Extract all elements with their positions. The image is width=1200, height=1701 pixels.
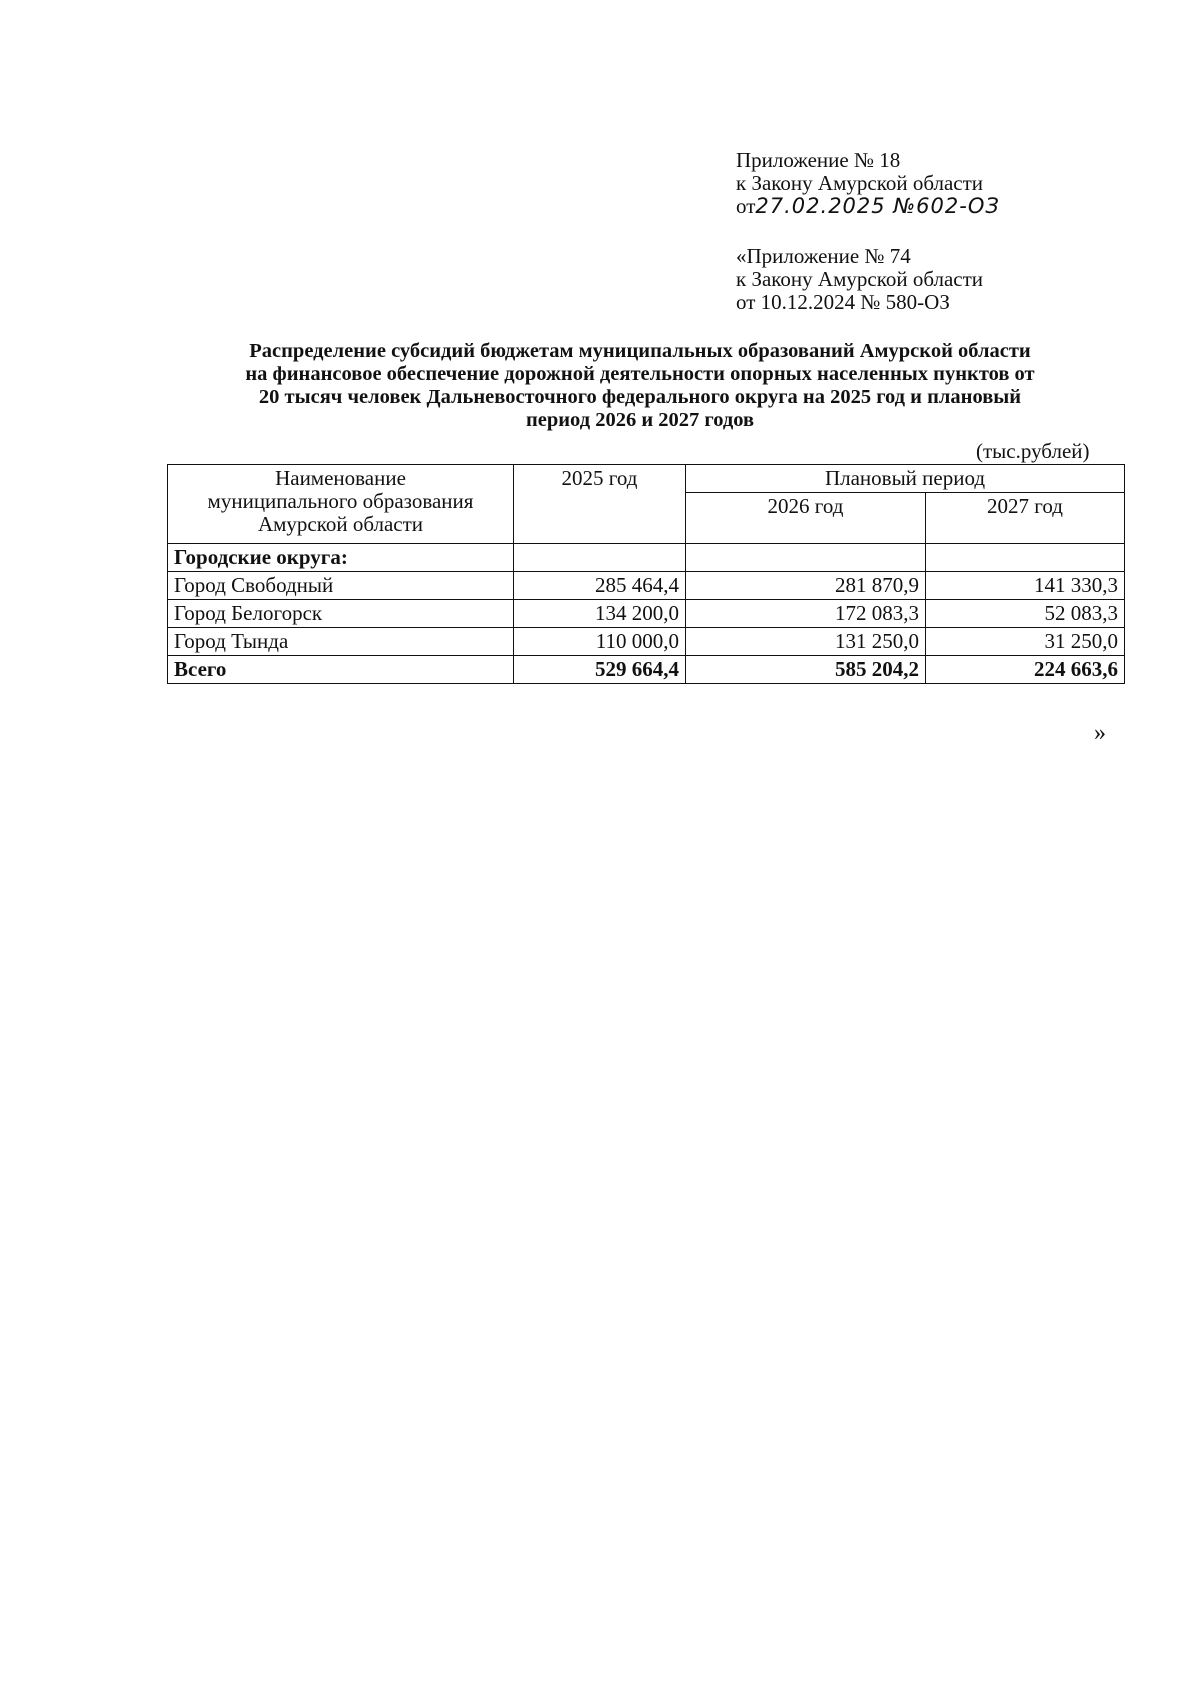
value-2025: 285 464,4 [514, 572, 686, 600]
header-year-2026: 2026 год [686, 493, 926, 544]
municipality-name: Город Белогорск [168, 600, 514, 628]
municipality-name: Город Свободный [168, 572, 514, 600]
header-municipality [168, 465, 514, 544]
table-row [168, 572, 1125, 600]
title-line-1: Распределение субсидий бюджетам муниципальных образований Амурской области [249, 340, 1031, 362]
value-2025: 134 200,0 [514, 600, 686, 628]
header-name-line-2: муниципального образования [207, 489, 474, 513]
total-2027: 224 663,6 [926, 656, 1125, 684]
section-label: Городские округа: [168, 544, 514, 572]
header-name-line-1: Наименование [275, 466, 406, 490]
title-line-4: период 2026 и 2027 годов [525, 409, 755, 431]
municipality-name: Город Тында [168, 628, 514, 656]
value-2026: 281 870,9 [686, 572, 926, 600]
prior-law-date: от 10.12.2024 № 580-ОЗ [736, 290, 950, 314]
total-label: Всего [168, 656, 514, 684]
section-row [168, 544, 1125, 572]
title-line-2: на финансовое обеспечение дорожной деятельности опорных населенных пунктов от [245, 363, 1035, 385]
section-empty-2027 [926, 544, 1125, 572]
value-2027: 141 330,3 [926, 572, 1125, 600]
subsidy-table [167, 464, 1125, 684]
table-row [168, 628, 1125, 656]
value-2026: 131 250,0 [686, 628, 926, 656]
header-planned-period: Плановый период [686, 465, 1125, 493]
law-reference: к Закону Амурской области [736, 171, 984, 195]
total-2026: 585 204,2 [686, 656, 926, 684]
header-year-2027: 2027 год [926, 493, 1125, 544]
header-name-line-3: Амурской области [257, 512, 424, 536]
section-empty-2025 [514, 544, 686, 572]
appendix-number: Приложение № 18 [736, 148, 901, 172]
prior-appendix-number: «Приложение № 74 [736, 244, 911, 268]
prior-law-reference: к Закону Амурской области [736, 267, 984, 291]
table-header-row [168, 465, 1125, 493]
value-2025: 110 000,0 [514, 628, 686, 656]
value-2027: 31 250,0 [926, 628, 1125, 656]
document-title [160, 340, 1120, 432]
law-date-line [736, 195, 1000, 218]
header-year-2025: 2025 год [514, 465, 686, 544]
date-prefix: от [736, 194, 756, 218]
handwritten-date-number: 27.02.2025 №602-ОЗ [755, 194, 1000, 218]
title-line-3: 20 тысяч человек Дальневосточного федерального округа на 2025 год и плановый [258, 386, 1022, 408]
total-2025: 529 664,4 [514, 656, 686, 684]
table-row [168, 600, 1125, 628]
closing-quote: » [1094, 720, 1106, 746]
total-row [168, 656, 1125, 684]
section-empty-2026 [686, 544, 926, 572]
value-2026: 172 083,3 [686, 600, 926, 628]
units-label: (тыс.рублей) [976, 439, 1090, 463]
value-2027: 52 083,3 [926, 600, 1125, 628]
